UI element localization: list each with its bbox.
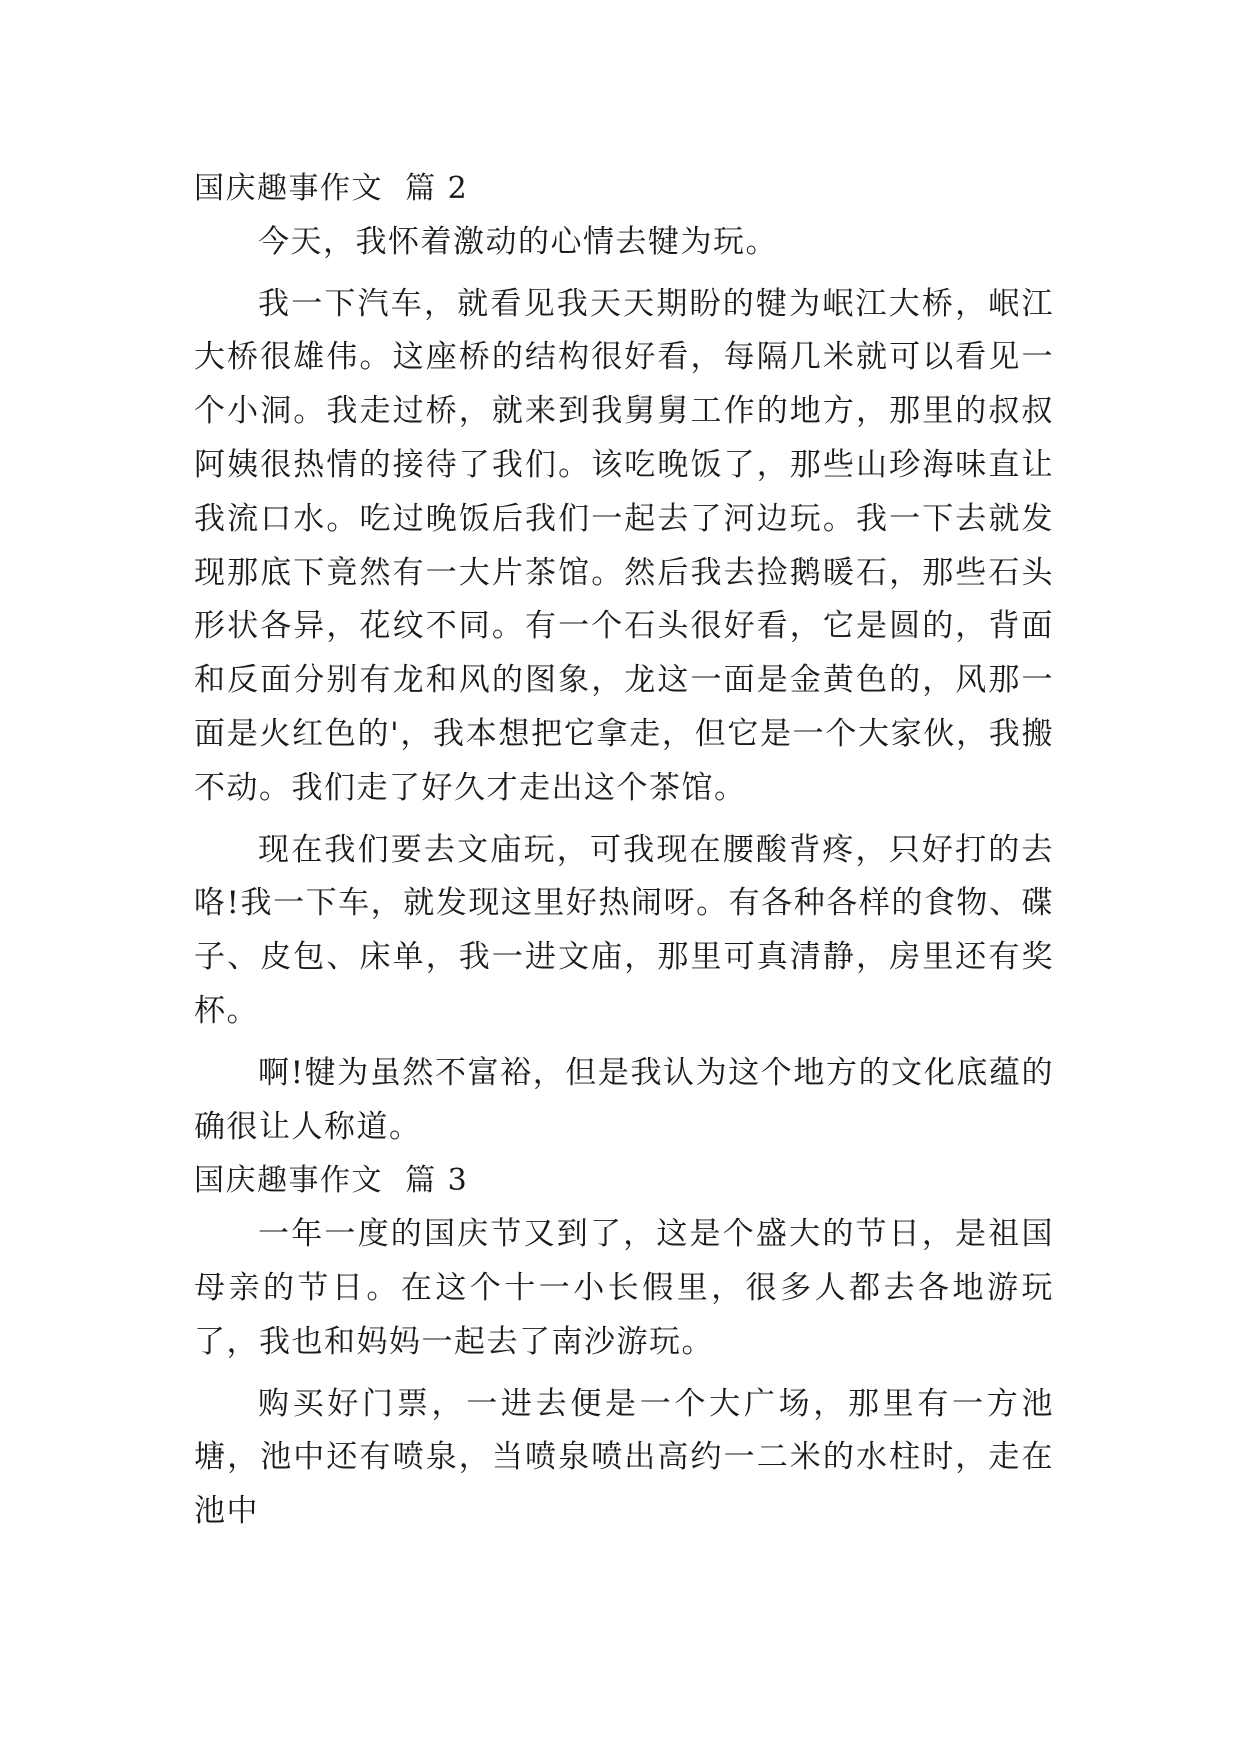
essay-body [194, 162, 1054, 1539]
essay-section-2 [194, 162, 1054, 1154]
paragraph: 现在我们要去文庙玩，可我现在腰酸背疼，只好打的去咯!我一下车，就发现这里好热闹呀。有各种各样的食物、碟子、皮包、床单，我一进文庙，那里可真清静，房里还有奖杯。 [194, 831, 1054, 1029]
essay-section-3 [194, 1154, 1054, 1539]
paragraph: 我一下汽车，就看见我天天期盼的犍为岷江大桥，岷江大桥很雄伟。这座桥的结构很好看，每隔几米就可以看见一个小洞。我走过桥，就来到我舅舅工作的地方，那里的叔叔阿姨很热情的接待了我们。该吃晚饭了，那些山珍海味直让我流口水。吃过晚饭后我们一起去了河边玩。我一下去就发现那底下竟然有一大片茶馆。然后我去捡鹅暖石，那些石头形状各异，花纹不同。有一个石头很好看，它是圆的，背面和反面分别有龙和风的图象，龙这一面是金黄色的，风那一面是火红色的'，我本想把它拿走，但它是一个大家伙，我搬不动。我们走了好久才走出这个茶馆。 [194, 285, 1054, 806]
section-heading: 国庆趣事作文 篇 3 [194, 1163, 469, 1199]
paragraph: 一年一度的国庆节又到了，这是个盛大的节日，是祖国母亲的节日。在这个十一小长假里，很多人都去各地游玩了，我也和妈妈一起去了南沙游玩。 [194, 1216, 1054, 1360]
section-heading: 国庆趣事作文 篇 2 [194, 171, 469, 206]
paragraph: 购买好门票，一进去便是一个大广场，那里有一方池塘，池中还有喷泉，当喷泉喷出高约一二米的水柱时，走在池中 [194, 1385, 1054, 1530]
paragraph: 啊!犍为虽然不富裕，但是我认为这个地方的文化底蕴的确很让人称道。 [194, 1054, 1054, 1145]
paragraph: 今天，我怀着激动的心情去犍为玩。 [258, 223, 778, 260]
